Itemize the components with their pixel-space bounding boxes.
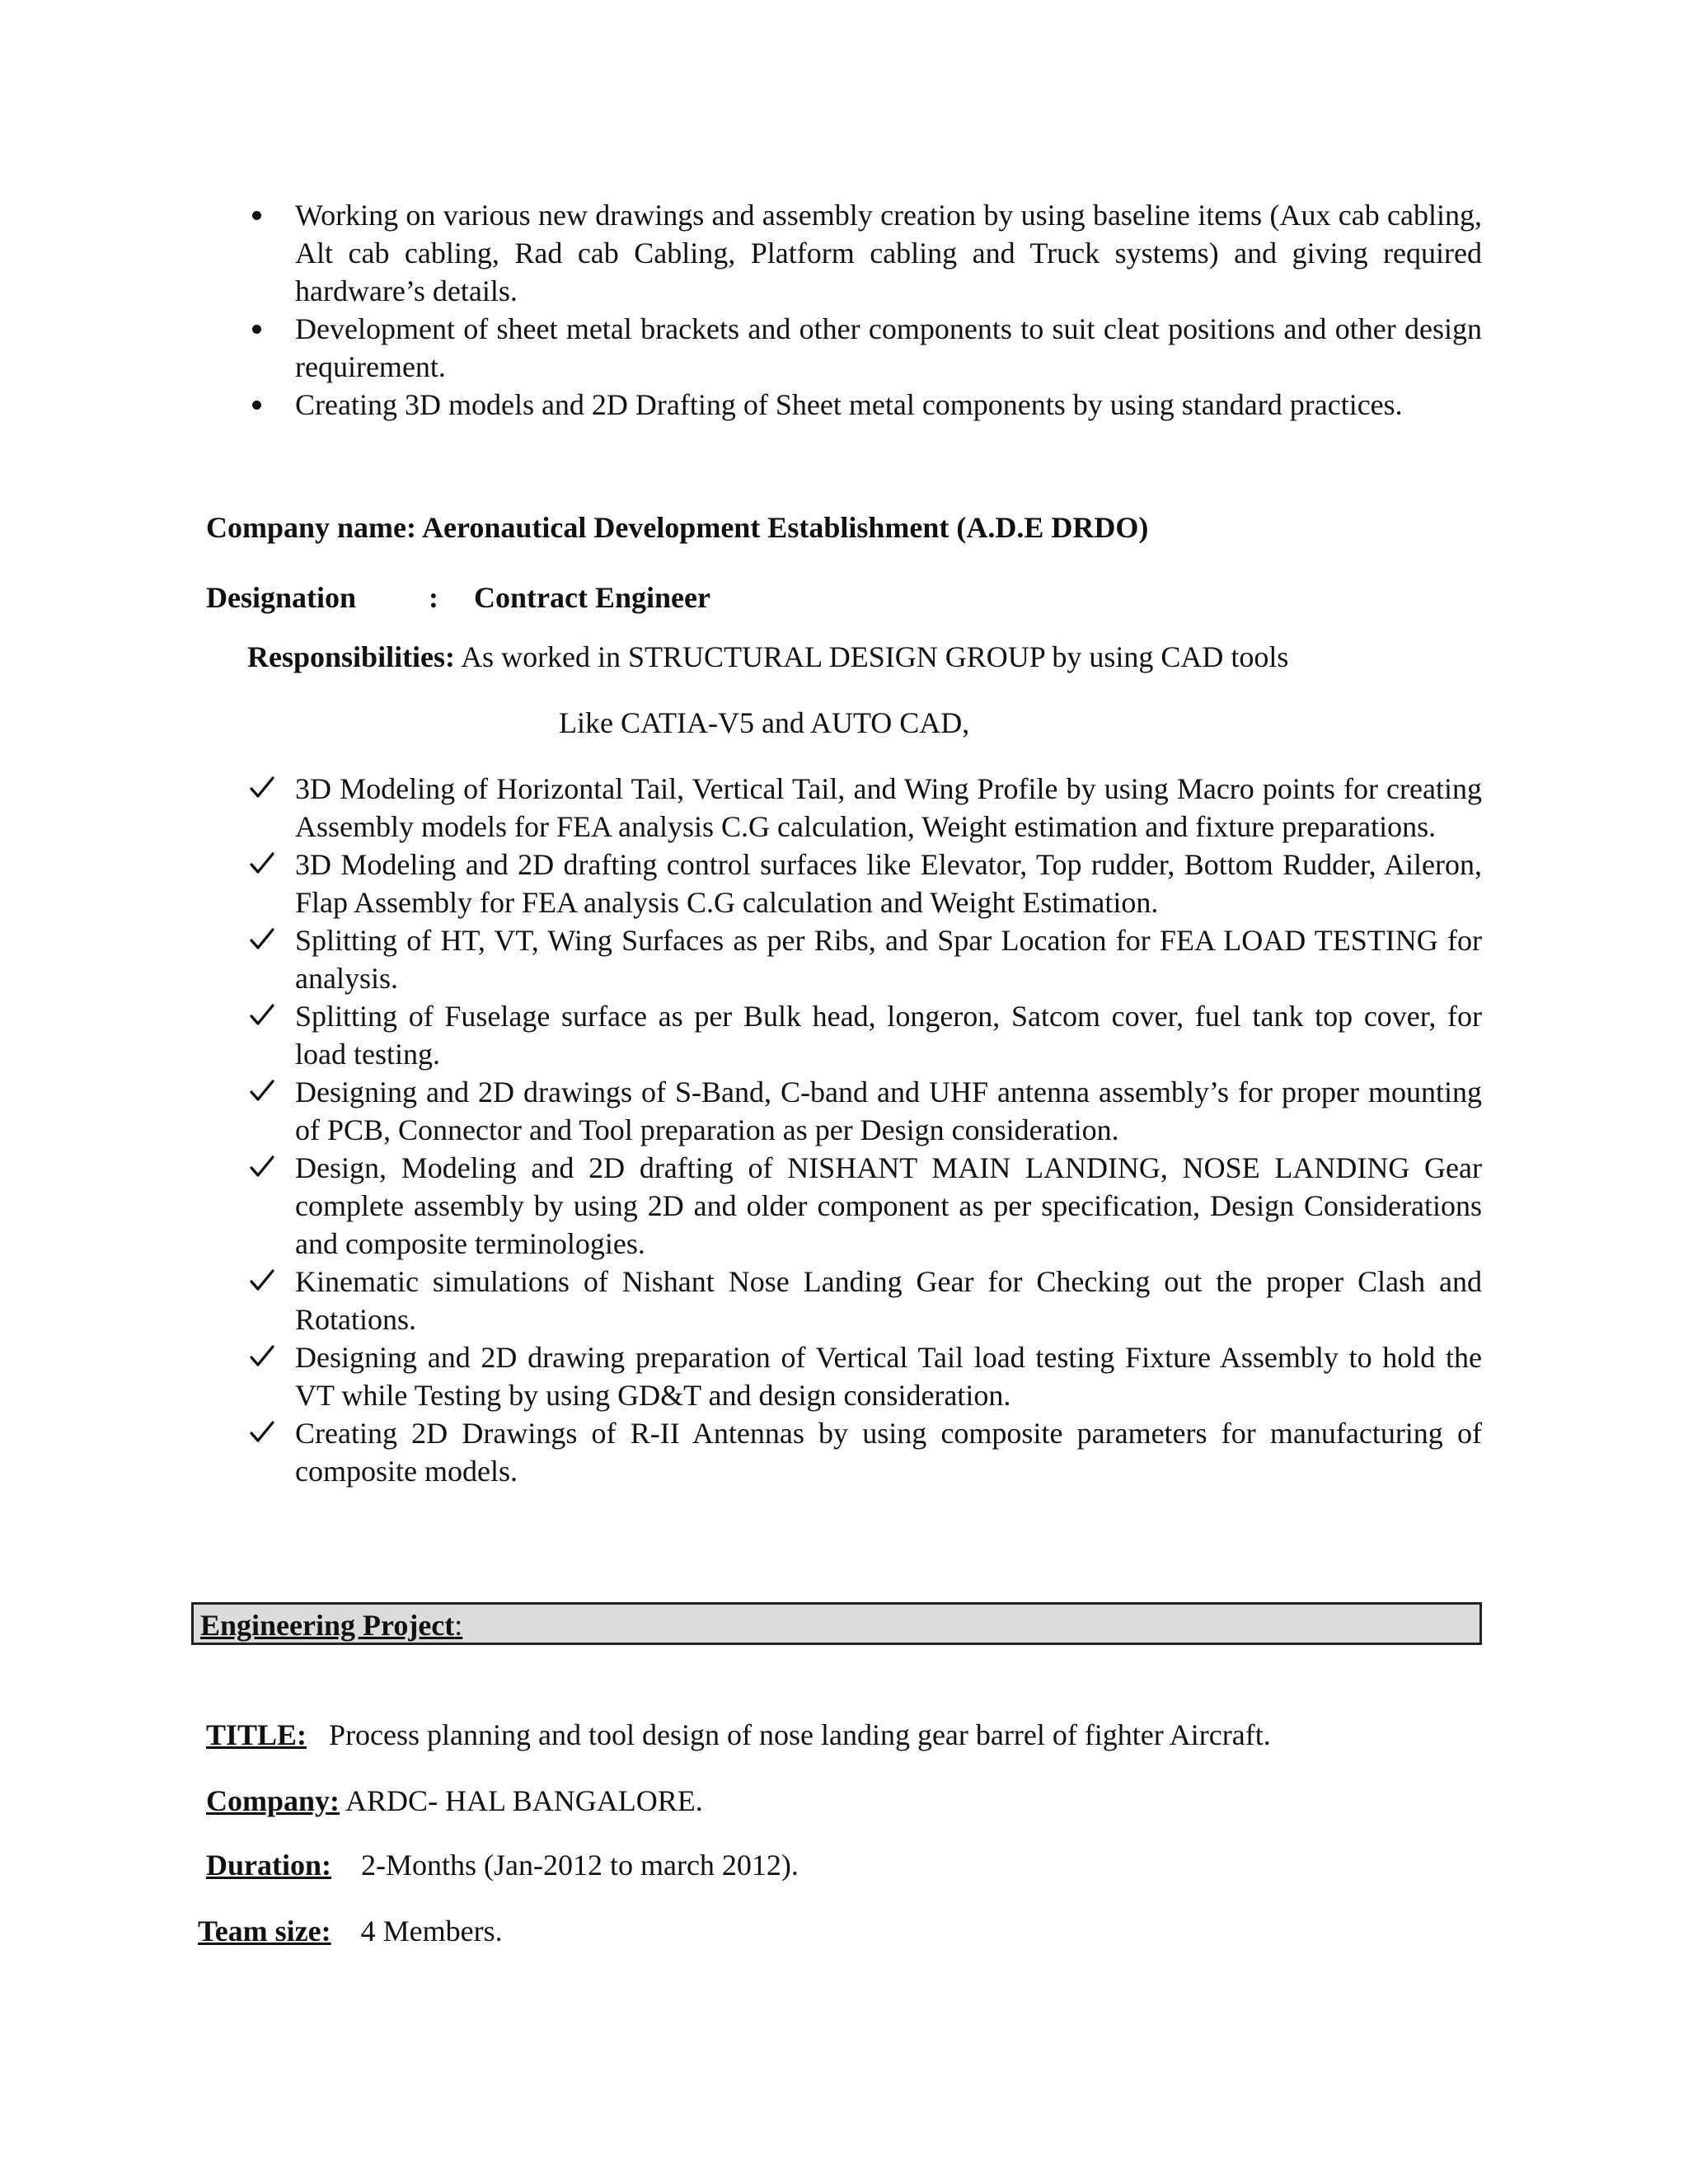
checkmark-icon: [246, 847, 279, 880]
check-item: [295, 921, 1482, 997]
responsibilities-check-list: [295, 770, 1482, 1490]
project-company-label: Company:: [206, 1784, 340, 1817]
project-duration-line: [206, 1846, 799, 1884]
check-item: [295, 1338, 1482, 1414]
company-heading: [206, 509, 1148, 546]
check-text: Designing and 2D drawings of S-Band, C-band and UHF antenna assembly’s for proper mounting of PCB, Connector and Tool preparation as per Design consideration.: [295, 1076, 1482, 1146]
project-team-value: 4 Members.: [360, 1915, 503, 1947]
bullet-text: Working on various new drawings and assembly creation by using baseline items (Aux cab cabling, Alt cab cabling, Rad cab Cabling, Platform cabling and Truck systems) and giving required hardware’s details.: [295, 199, 1482, 307]
check-text: Designing and 2D drawing preparation of Vertical Tail load testing Fixture Assembly to hold the VT while Testing by using GD&T and design consideration.: [295, 1341, 1482, 1412]
checkmark-icon: [246, 1151, 279, 1183]
checkmark-icon: [246, 1075, 279, 1108]
experience-bullet-list: [295, 196, 1482, 424]
check-text: Splitting of Fuselage surface as per Bulk head, longeron, Satcom cover, fuel tank top cover, for load testing.: [295, 1000, 1482, 1071]
project-company-value: ARDC- HAL BANGALORE.: [345, 1784, 703, 1817]
bullet-dot-icon: [252, 211, 261, 220]
responsibilities-continuation: Like CATIA-V5 and AUTO CAD,: [559, 706, 970, 739]
project-duration-value: 2-Months (Jan-2012 to march 2012).: [361, 1849, 799, 1882]
check-item: [295, 997, 1482, 1073]
bullet-item: [295, 196, 1482, 310]
designation-heading: [206, 579, 710, 616]
company-value: Aeronautical Development Establishment (A.D.E DRDO): [422, 511, 1149, 544]
check-text: Design, Modeling and 2D drafting of NISHANT MAIN LANDING, NOSE LANDING Gear complete assembly by using 2D and older component as per specification, Design Considerations and composite terminologies.: [295, 1151, 1482, 1260]
responsibilities-line: [247, 638, 1288, 676]
designation-value: Contract Engineer: [474, 581, 710, 614]
check-item: [295, 1414, 1482, 1490]
checkmark-icon: [246, 771, 279, 804]
bullet-item: [295, 386, 1482, 424]
checkmark-icon: [246, 923, 279, 956]
checkmark-icon: [246, 1416, 279, 1449]
check-text: Creating 2D Drawings of R-II Antennas by using composite parameters for manufacturing of composite models.: [295, 1417, 1482, 1488]
section-title: [200, 1606, 462, 1644]
check-item: [295, 1263, 1482, 1338]
project-title-value: Process planning and tool design of nose landing gear barrel of fighter Aircraft.: [329, 1718, 1271, 1751]
designation-label: Designation: [206, 581, 357, 614]
project-team-label: Team size:: [198, 1915, 331, 1947]
company-label: Company name:: [206, 511, 417, 544]
bullet-text: Creating 3D models and 2D Drafting of Sheet metal components by using standard practices.: [295, 388, 1403, 421]
section-title-text: Engineering Project: [200, 1609, 455, 1642]
project-duration-label: Duration:: [206, 1849, 331, 1882]
bullet-dot-icon: [252, 401, 261, 410]
project-team-line: [198, 1912, 503, 1950]
project-title-label: TITLE:: [206, 1718, 307, 1751]
check-item: [295, 1149, 1482, 1263]
bullet-text: Development of sheet metal brackets and other components to suit cleat positions and other design requirement.: [295, 312, 1482, 383]
bullet-dot-icon: [252, 325, 261, 334]
bullet-item: [295, 310, 1482, 386]
checkmark-icon: [246, 1264, 279, 1297]
checkmark-icon: [246, 1340, 279, 1373]
check-text: 3D Modeling and 2D drafting control surfaces like Elevator, Top rudder, Bottom Rudder, Aileron, Flap Assembly for FEA analysis C.G calculation and Weight Estimation.: [295, 848, 1482, 919]
responsibilities-text: As worked in STRUCTURAL DESIGN GROUP by using CAD tools: [461, 640, 1289, 673]
engineering-project-section-header: [191, 1602, 1482, 1645]
project-company-line: [206, 1782, 703, 1820]
check-text: Kinematic simulations of Nishant Nose Landing Gear for Checking out the proper Clash and Rotations.: [295, 1265, 1482, 1336]
project-title-line: [206, 1716, 1271, 1754]
check-item: [295, 1073, 1482, 1149]
responsibilities-label: Responsibilities:: [247, 640, 456, 673]
checkmark-icon: [246, 999, 279, 1032]
check-text: 3D Modeling of Horizontal Tail, Vertical Tail, and Wing Profile by using Macro points for creating Assembly models for FEA analysis C.G calculation, Weight estimation and fixture preparations.: [295, 772, 1482, 843]
check-item: [295, 770, 1482, 846]
section-title-colon: :: [454, 1609, 463, 1642]
designation-separator: :: [429, 581, 438, 614]
check-text: Splitting of HT, VT, Wing Surfaces as per Ribs, and Spar Location for FEA LOAD TESTING for analysis.: [295, 924, 1482, 995]
check-item: [295, 846, 1482, 921]
